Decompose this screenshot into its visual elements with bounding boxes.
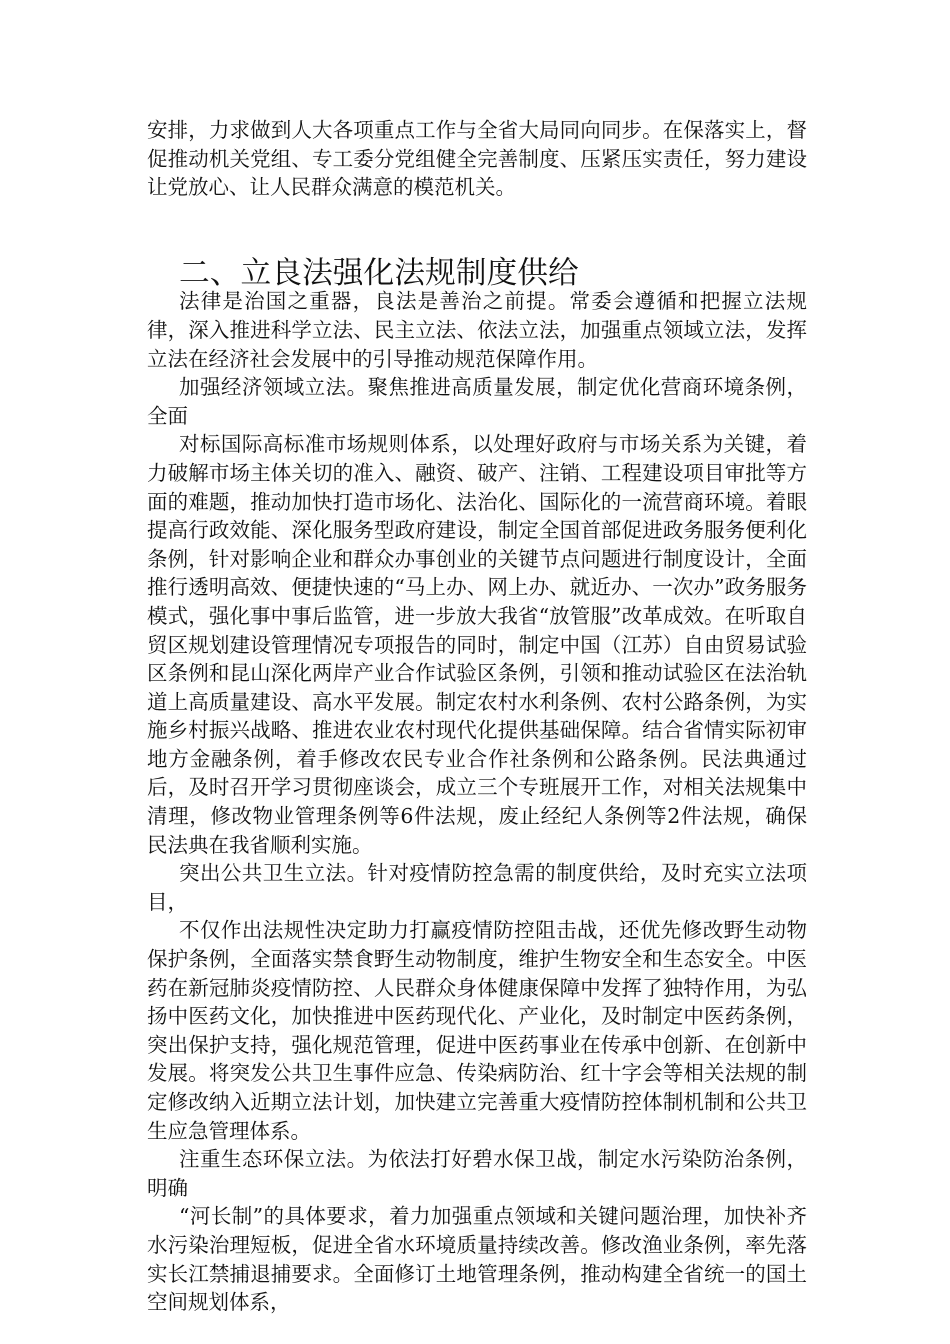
body-paragraph: “河长制”的具体要求，着力加强重点领域和关键问题治理，加快补齐水污染治理短板，促进全省水环境质量持续改善。修改渔业条例，率先落实长江禁捕退捕要求。全面修订土地管理条例，推动构建全省统一的国土空间规划体系，: [147, 1204, 807, 1315]
body-paragraph: 加强经济领域立法。聚焦推进高质量发展，制定优化营商环境条例，全面: [147, 375, 807, 428]
body-paragraph: 法律是治国之重器，良法是善治之前提。常委会遵循和把握立法规律，深入推进科学立法、民主立法、依法立法，加强重点领域立法，发挥立法在经济社会发展中的引导推动规范保障作用。: [147, 289, 807, 371]
document-body: [147, 116, 807, 1317]
body-paragraph: 突出公共卫生立法。针对疫情防控急需的制度供给，及时充实立法项目，: [147, 861, 807, 914]
section-heading: 二、立良法强化法规制度供给: [179, 254, 579, 291]
body-paragraph: 注重生态环保立法。为依法打好碧水保卫战，制定水污染防治条例，明确: [147, 1147, 807, 1200]
body-paragraph: 不仅作出法规性决定助力打赢疫情防控阻击战，还优先修改野生动物保护条例，全面落实禁食野生动物制度，维护生物安全和生态安全。中医药在新冠肺炎疫情防控、人民群众身体健康保障中发挥了独特作用，为弘扬中医药文化，加快推进中医药现代化、产业化，及时制定中医药条例，突出保护支持，强化规范管理，促进中医药事业在传承中创新、在创新中发展。将突发公共卫生事件应急、传染病防治、红十字会等相关法规的制定修改纳入近期立法计划，加快建立完善重大疫情防控体制机制和公共卫生应急管理体系。: [147, 918, 807, 1143]
opening-paragraph: 安排，力求做到人大各项重点工作与全省大局同向同步。在保落实上，督促推动机关党组、专工委分党组健全完善制度、压紧压实责任，努力建设让党放心、让人民群众满意的模范机关。: [147, 118, 807, 200]
paragraph-gap: [147, 202, 807, 259]
body-paragraph: 对标国际高标准市场规则体系，以处理好政府与市场关系为关键，着力破解市场主体关切的准入、融资、破产、注销、工程建设项目审批等方面的难题，推动加快打造市场化、法治化、国际化的一流营商环境。着眼提高行政效能、深化服务型政府建设，制定全国首部促进政务服务便利化条例，针对影响企业和群众办事创业的关键节点问题进行制度设计，全面推行透明高效、便捷快速的“马上办、网上办、就近办、一次办”政务服务模式，强化事中事后监管，进一步放大我省“放管服”改革成效。在听取自贸区规划建设管理情况专项报告的同时，制定中国（江苏）自由贸易试验区条例和昆山深化两岸产业合作试验区条例，引领和推动试验区在法治轨道上高质量建设、高水平发展。制定农村水利条例、农村公路条例，为实施乡村振兴战略、推进农业农村现代化提供基础保障。结合省情实际初审地方金融条例，着手修改农民专业合作社条例和公路条例。民法典通过后，及时召开学习贯彻座谈会，成立三个专班展开工作，对相关法规集中清理，修改物业管理条例等6件法规，废止经纪人条例等2件法规，确保民法典在我省顺利实施。: [147, 432, 807, 857]
